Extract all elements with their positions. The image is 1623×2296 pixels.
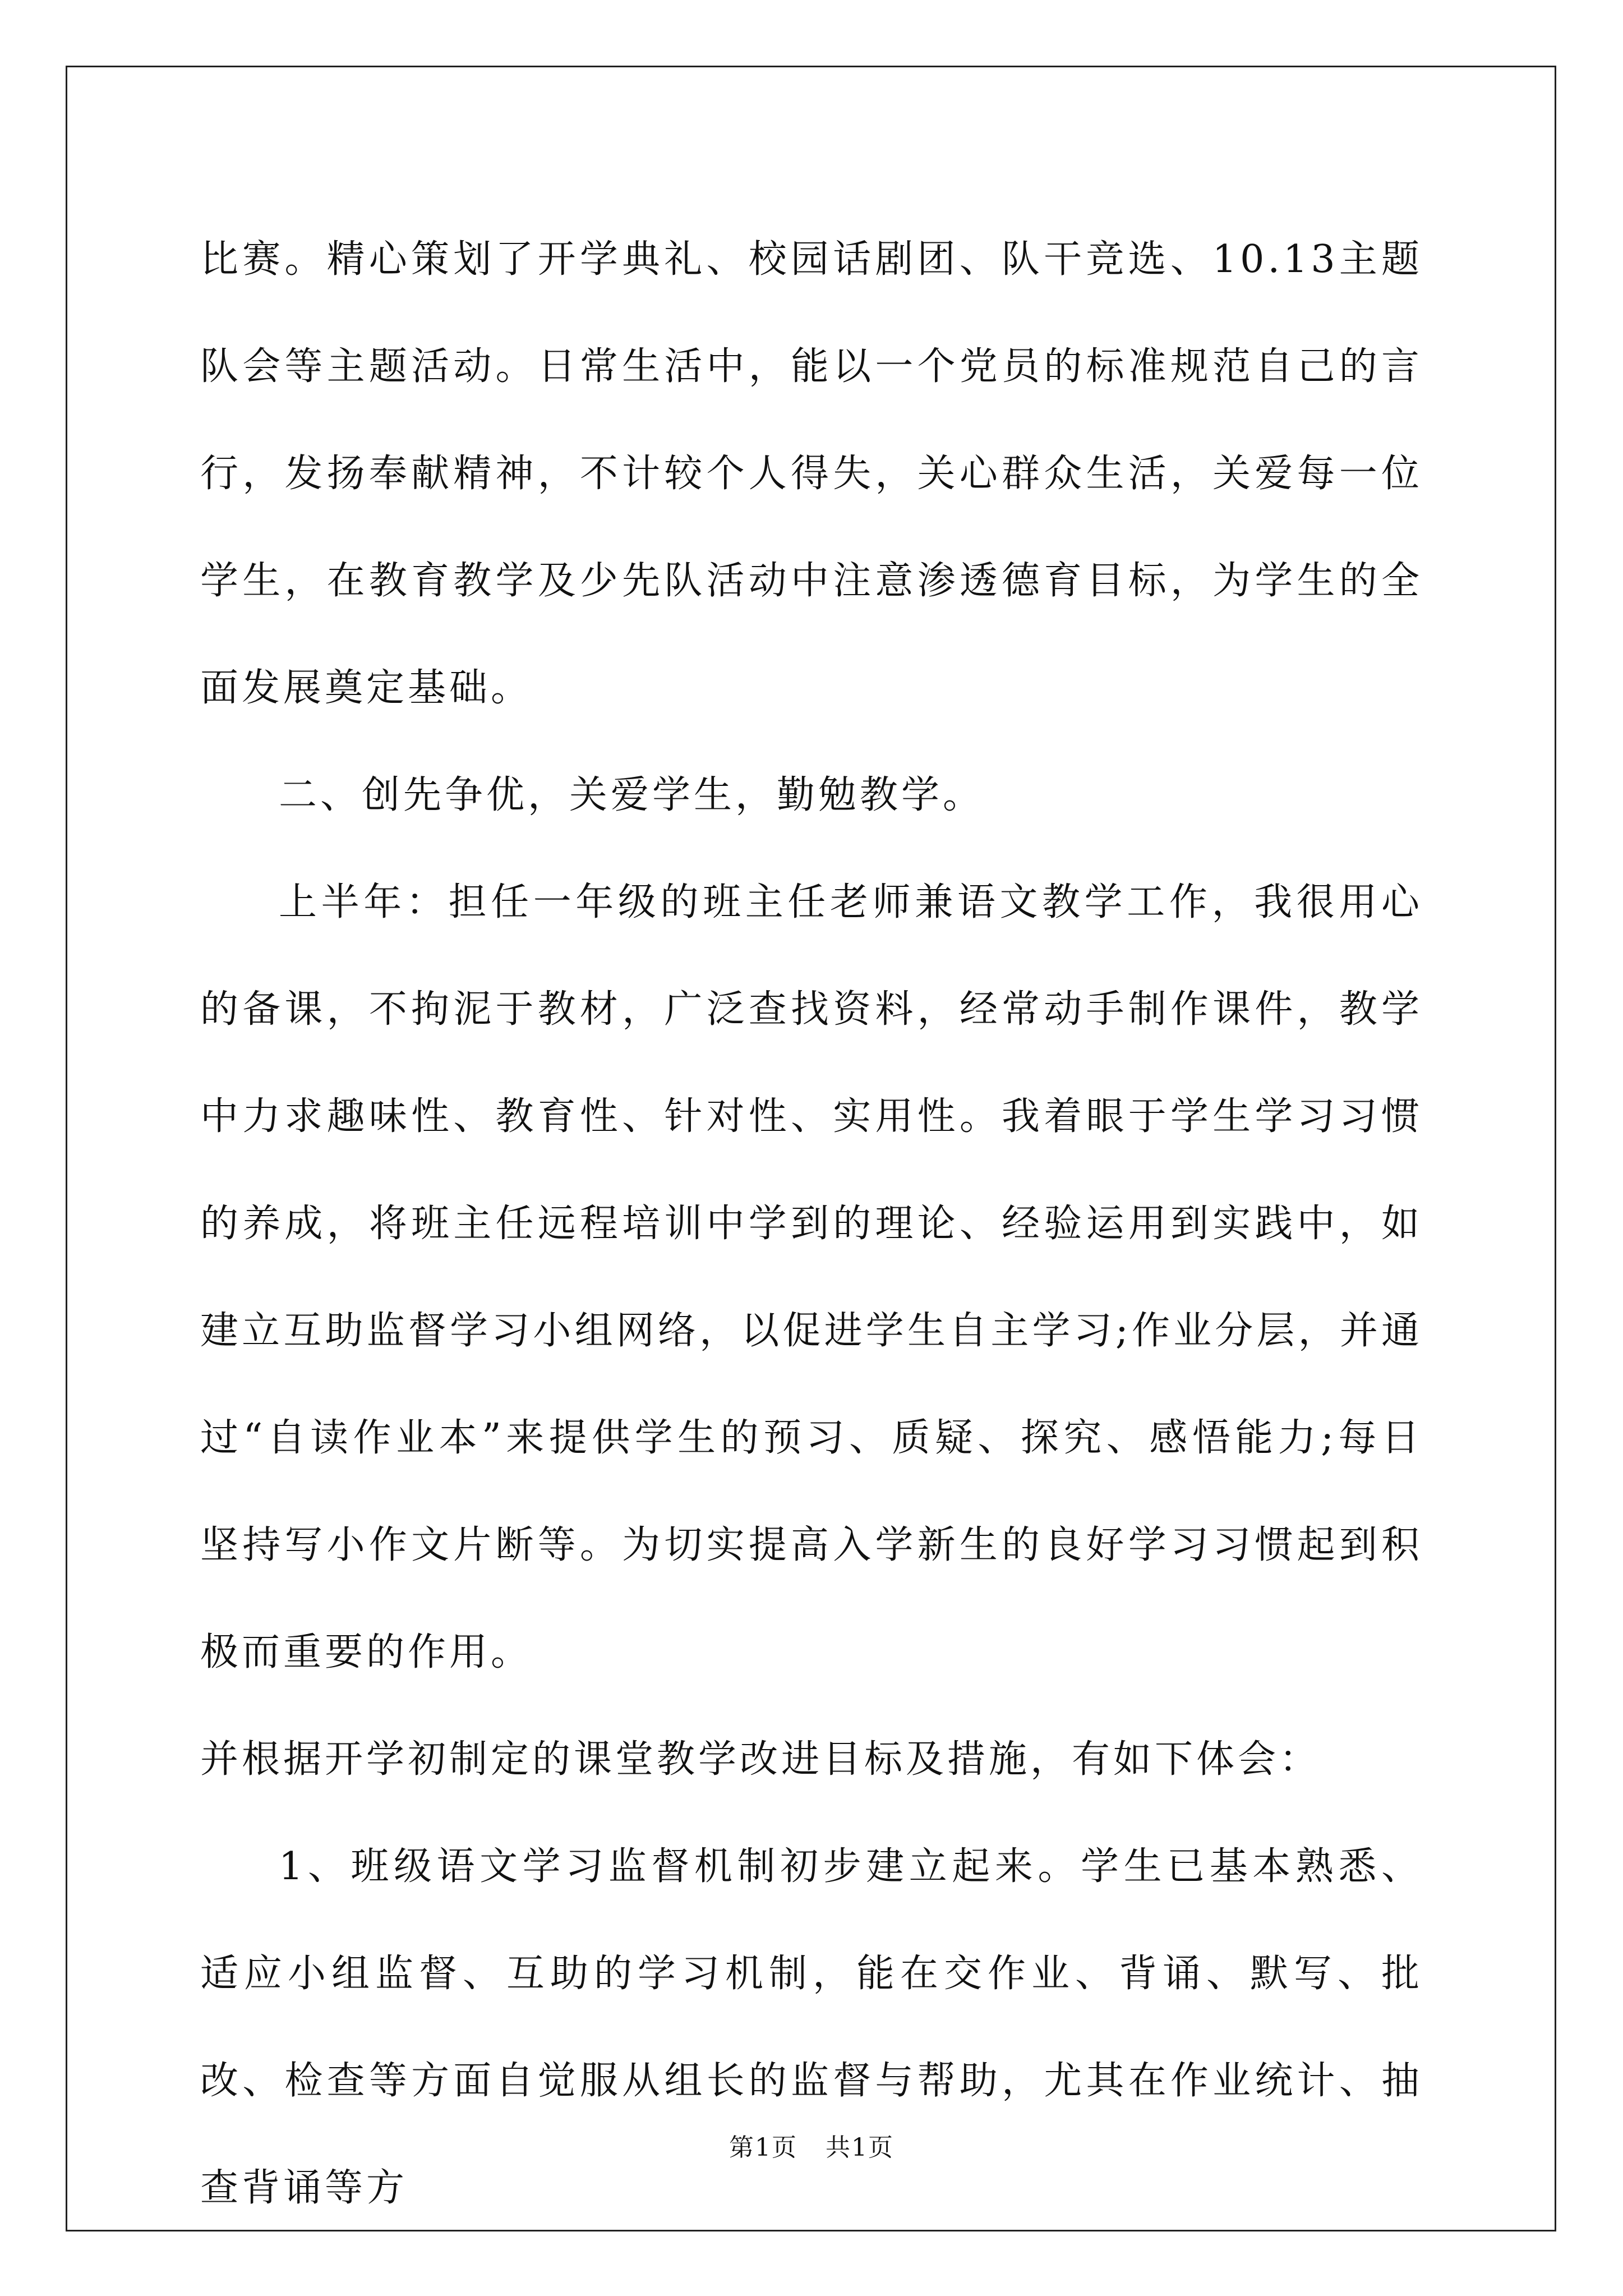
document-body [200, 206, 1423, 2242]
paragraph-3: 上半年：担任一年级的班主任老师兼语文教学工作，我很用心的备课，不拘泥于教材，广泛查找资料，经常动手制作课件，教学中力求趣味性、教育性、针对性、实用性。我着眼于学生学习习惯的养成，将班主任远程培训中学到的理论、经验运用到实践中，如建立互助监督学习小组网络，以促进学生自主学习;作业分层，并通过“自读作业本”来提供学生的预习、质疑、探究、感悟能力;每日坚持写小作文片断等。为切实提高入学新生的良好学习习惯起到积极而重要的作用。 [200, 880, 1423, 1674]
paragraph-5: 1、班级语文学习监督机制初步建立起来。学生已基本熟悉、适应小组监督、互助的学习机制，能在交作业、背诵、默写、批改、检查等方面自觉服从组长的监督与帮助，尤其在作业统计、抽查背诵等方 [200, 1844, 1423, 2210]
paragraph-4: 并根据开学初制定的课堂教学改进目标及措施，有如下体会： [200, 1737, 1321, 1782]
paragraph-2-heading: 二、创先争优，关爱学生，勤勉教学。 [279, 773, 985, 817]
paragraph-1: 比赛。精心策划了开学典礼、校园话剧团、队干竞选、10.13主题队会等主题活动。日常生活中，能以一个党员的标准规范自己的言行，发扬奉献精神，不计较个人得失，关心群众生活，关爱每一位学生，在教育教学及少先队活动中注意渗透德育目标，为学生的全面发展奠定基础。 [200, 237, 1423, 710]
page-number: 第1页 [729, 2133, 797, 2162]
page-footer [0, 2127, 1623, 2163]
page-total: 共1页 [826, 2133, 894, 2162]
